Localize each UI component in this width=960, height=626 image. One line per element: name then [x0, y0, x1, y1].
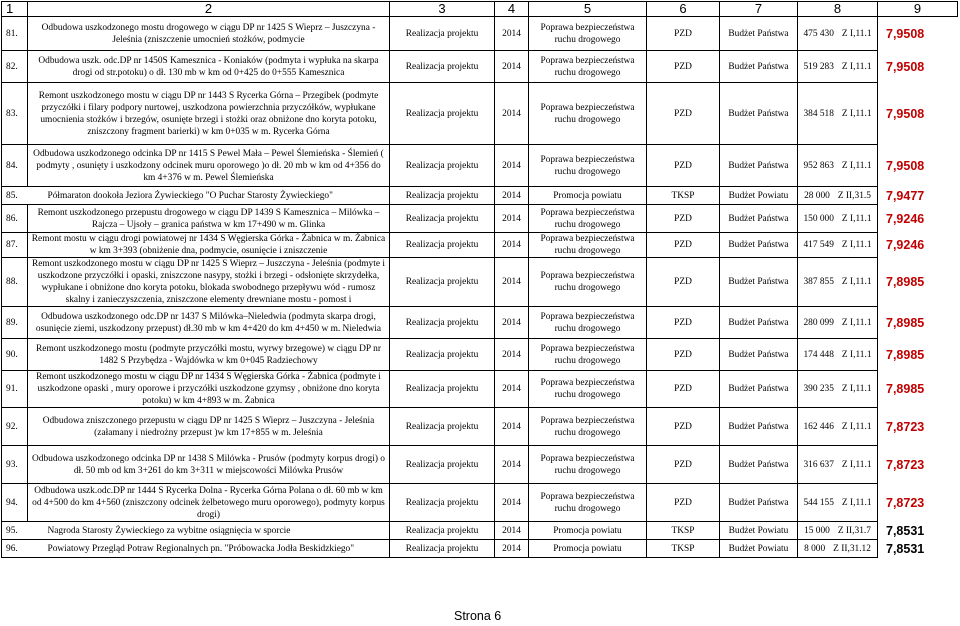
col-header: 7 [720, 2, 798, 17]
col-header: 5 [529, 2, 647, 17]
row-score: 7,8985 [886, 382, 925, 396]
row-score: 7,8531 [886, 523, 925, 538]
row-score: 7,9477 [886, 188, 925, 203]
row-score: 7,8985 [886, 347, 925, 362]
row-amount: 952 863 [803, 160, 834, 171]
row-type: Realizacja projektu [390, 408, 495, 446]
row-organization: PZD [647, 233, 720, 258]
row-code: Z I,11.1 [841, 421, 872, 432]
row-organization: TKSP [647, 540, 720, 558]
table-row [2, 339, 958, 371]
row-number: 85. [2, 187, 28, 205]
row-number: 84. [2, 145, 28, 187]
row-number: 93. [2, 446, 28, 484]
row-type: Realizacja projektu [390, 522, 495, 540]
row-score: 7,9508 [886, 106, 925, 121]
row-funding-source: Budżet Państwa [720, 258, 798, 307]
row-amount: 150 000 [803, 213, 834, 224]
row-score: 7,8723 [886, 457, 925, 472]
row-amount: 390 235 [803, 384, 834, 394]
col-header: 9 [878, 2, 958, 17]
row-number: 94. [2, 484, 28, 522]
row-amount-code [798, 371, 878, 408]
row-code: Z I,11.1 [841, 317, 872, 328]
row-type: Realizacja projektu [390, 258, 495, 307]
row-year: 2014 [495, 339, 529, 371]
row-amount-code [798, 484, 878, 522]
row-goal: Poprawa bezpieczeństwa ruchu drogowego [529, 339, 647, 371]
row-amount-code [798, 522, 878, 540]
row-description: Remont uszkodzonego mostu w ciągu DP nr 1434 S Węgierska Górka - Żabnica (podmyte i uszkodzone opaski , mury oporowe i przyczółki uszkodzone gzymsy , obniżone dno koryta potoku) w km 4+893 w m. Żabnica [28, 371, 390, 408]
table-row [2, 145, 958, 187]
row-goal: Poprawa bezpieczeństwa ruchu drogowego [529, 233, 647, 258]
row-organization: PZD [647, 408, 720, 446]
row-amount-code [798, 258, 878, 307]
row-code: Z I,11.1 [841, 459, 872, 470]
row-year: 2014 [495, 145, 529, 187]
row-number: 90. [2, 339, 28, 371]
row-description: Odbudowa uszkodzonego mostu drogowego w ciągu DP nr 1425 S Wieprz – Juszczyna - Jeleśnia (zniszczenie umocnień stożków, podmycie [28, 17, 390, 51]
row-type: Realizacja projektu [390, 371, 495, 408]
row-organization: PZD [647, 17, 720, 51]
row-score: 7,9508 [886, 26, 925, 41]
row-amount-code [798, 408, 878, 446]
row-organization: PZD [647, 205, 720, 233]
row-type: Realizacja projektu [390, 187, 495, 205]
row-description: Powiatowy Przegląd Potraw Regionalnych pn. "Próbowacka Jodła Beskidzkiego" [28, 540, 390, 558]
row-type: Realizacja projektu [390, 145, 495, 187]
table-row [2, 83, 958, 145]
row-code: Z I,11.1 [841, 61, 872, 72]
table-row [2, 371, 958, 408]
row-code: Z II,31.12 [833, 543, 871, 554]
row-type: Realizacja projektu [390, 339, 495, 371]
col-header: 2 [28, 2, 390, 17]
row-goal: Poprawa bezpieczeństwa ruchu drogowego [529, 17, 647, 51]
table-row [2, 540, 958, 558]
row-amount-code [798, 187, 878, 205]
row-funding-source: Budżet Państwa [720, 307, 798, 339]
row-code: Z I,11.1 [841, 497, 872, 508]
row-amount: 316 637 [803, 459, 834, 470]
row-description: Odbudowa uszk. odc.DP nr 1450S Kamesznica - Koniaków (podmyta i wypłuka na skarpa drogi od str.potoku) o dł. 130 mb w km od 0+425 do 0+555 Kamesznica [28, 51, 390, 83]
row-goal: Promocja powiatu [529, 187, 647, 205]
row-goal: Poprawa bezpieczeństwa ruchu drogowego [529, 83, 647, 145]
row-description: Odbudowa uszkodzonego odcinka DP nr 1415 S Pewel Mała – Pewel Ślemieńska - Ślemień ( podmyty , osunięty i uszkodzony odcinek muru oporowego )o dł. 20 mb w km od 4+356 do km 4+376 w m. Pewel Ślemieńska [28, 145, 390, 187]
row-code: Z I,11.1 [841, 349, 872, 360]
table-row [2, 233, 958, 258]
row-score: 7,9246 [886, 211, 925, 226]
row-amount: 387 855 [803, 277, 834, 287]
row-funding-source: Budżet Powiatu [720, 540, 798, 558]
row-amount-code [798, 51, 878, 83]
row-funding-source: Budżet Państwa [720, 408, 798, 446]
row-type: Realizacja projektu [390, 51, 495, 83]
row-goal: Poprawa bezpieczeństwa ruchu drogowego [529, 408, 647, 446]
row-funding-source: Budżet Państwa [720, 17, 798, 51]
row-code: Z I,11.1 [841, 384, 872, 394]
row-code: Z I,11.1 [841, 108, 872, 119]
row-code: Z II,31.7 [837, 525, 871, 536]
row-number: 88. [2, 258, 28, 307]
header-row [2, 2, 958, 17]
row-score: 7,8531 [886, 541, 925, 556]
row-type: Realizacja projektu [390, 205, 495, 233]
row-year: 2014 [495, 408, 529, 446]
row-amount: 174 448 [803, 349, 834, 360]
row-organization: PZD [647, 484, 720, 522]
row-number: 91. [2, 371, 28, 408]
row-score: 7,8985 [886, 275, 925, 289]
table-row [2, 307, 958, 339]
row-funding-source: Budżet Państwa [720, 484, 798, 522]
row-number: 81. [2, 17, 28, 51]
row-amount-code [798, 339, 878, 371]
row-score: 7,8723 [886, 419, 925, 434]
row-funding-source: Budżet Państwa [720, 51, 798, 83]
table-row [2, 522, 958, 540]
row-number: 89. [2, 307, 28, 339]
row-goal: Promocja powiatu [529, 522, 647, 540]
row-amount-code [798, 446, 878, 484]
row-year: 2014 [495, 205, 529, 233]
row-type: Realizacja projektu [390, 446, 495, 484]
col-header: 3 [390, 2, 495, 17]
row-organization: PZD [647, 258, 720, 307]
row-funding-source: Budżet Państwa [720, 145, 798, 187]
table-row [2, 205, 958, 233]
row-amount-code [798, 83, 878, 145]
row-type: Realizacja projektu [390, 484, 495, 522]
row-organization: PZD [647, 51, 720, 83]
row-year: 2014 [495, 307, 529, 339]
row-amount-code [798, 17, 878, 51]
row-description: Remont uszkodzonego przepustu drogowego w ciągu DP 1439 S Kamesznica – Milówka – Rajcza – Ujsoły – granica państwa w km 17+490 w m. Glinka [28, 205, 390, 233]
row-goal: Poprawa bezpieczeństwa ruchu drogowego [529, 258, 647, 307]
row-description: Odbudowa uszkodzonego odcinka DP nr 1438 S Milówka - Prusów (podmyty korpus drogi) o dł. 50 mb od km 3+261 do km 3+311 w miejscowości Milówka Prusów [28, 446, 390, 484]
row-score: 7,9508 [886, 158, 925, 173]
table-row [2, 258, 958, 307]
row-amount: 28 000 [804, 190, 830, 201]
col-header: 8 [798, 2, 878, 17]
row-amount-code [798, 233, 878, 258]
row-funding-source: Budżet Państwa [720, 446, 798, 484]
row-year: 2014 [495, 233, 529, 258]
row-description: Odbudowa uszkodzonego odc.DP nr 1437 S Milówka–Nieledwia (podmyta skarpa drogi, osunięcie ziemi, uszkodzony przepust) dł.30 mb w km 4+420 do km 4+450 w m. Nieledwia [28, 307, 390, 339]
row-amount: 475 430 [803, 28, 834, 39]
row-score: 7,9508 [886, 59, 925, 74]
row-funding-source: Budżet Państwa [720, 371, 798, 408]
row-goal: Promocja powiatu [529, 540, 647, 558]
row-number: 92. [2, 408, 28, 446]
row-goal: Poprawa bezpieczeństwa ruchu drogowego [529, 446, 647, 484]
row-year: 2014 [495, 446, 529, 484]
row-year: 2014 [495, 17, 529, 51]
row-funding-source: Budżet Powiatu [720, 187, 798, 205]
row-score: 7,9246 [886, 238, 925, 252]
col-header: 1 [2, 2, 28, 17]
row-description: Półmaraton dookoła Jeziora Żywieckiego "O Puchar Starosty Żywieckiego" [28, 187, 390, 205]
table-row [2, 51, 958, 83]
row-number: 95. [2, 522, 28, 540]
row-amount: 280 099 [803, 317, 834, 328]
row-amount-code [798, 205, 878, 233]
row-code: Z I,11.1 [841, 213, 872, 224]
row-amount: 15 000 [804, 525, 830, 536]
row-organization: TKSP [647, 522, 720, 540]
row-description: Remont uszkodzonego mostu (podmyte przyczółki mostu, wyrwy brzegowe) w ciągu DP nr 1482 S Przybędza - Wajdówka w km 0+045 Radziechowy [28, 339, 390, 371]
row-type: Realizacja projektu [390, 307, 495, 339]
col-header: 4 [495, 2, 529, 17]
row-code: Z I,11.1 [841, 28, 872, 39]
row-amount-code [798, 540, 878, 558]
row-year: 2014 [495, 540, 529, 558]
row-funding-source: Budżet Powiatu [720, 522, 798, 540]
row-year: 2014 [495, 371, 529, 408]
row-type: Realizacja projektu [390, 233, 495, 258]
row-organization: PZD [647, 145, 720, 187]
row-type: Realizacja projektu [390, 540, 495, 558]
row-goal: Poprawa bezpieczeństwa ruchu drogowego [529, 205, 647, 233]
row-goal: Poprawa bezpieczeństwa ruchu drogowego [529, 484, 647, 522]
row-number: 82. [2, 51, 28, 83]
row-code: Z I,11.1 [841, 160, 872, 171]
page-number: Strona 6 [454, 609, 502, 623]
row-year: 2014 [495, 522, 529, 540]
row-description: Remont uszkodzonego mostu w ciągu DP nr 1443 S Rycerka Górna – Przegibek (podmyte przyczółki i filary podpory nurtowej, uszkodzona powierzchnia przyczółków, wypłukane umocnienia stożków i brzegów, osunięte brzegi i stożki oraz obniżone dno koryta potoku, zniszczony fragment barierki) w km 0+035 w m. Rycerka Górna [28, 83, 390, 145]
row-year: 2014 [495, 51, 529, 83]
row-funding-source: Budżet Państwa [720, 83, 798, 145]
row-number: 83. [2, 83, 28, 145]
row-organization: PZD [647, 339, 720, 371]
table-row [2, 446, 958, 484]
row-description: Odbudowa uszk.odc.DP nr 1444 S Rycerka Dolna - Rycerka Górna Polana o dł. 60 mb w km od 4+500 do km 4+560 (zniszczony odcinek żelbetowego muru oporowego), podmyty korpus drogi) [28, 484, 390, 522]
table-row [2, 484, 958, 522]
row-organization: TKSP [647, 187, 720, 205]
row-funding-source: Budżet Państwa [720, 205, 798, 233]
row-amount: 8 000 [804, 543, 826, 554]
row-funding-source: Budżet Państwa [720, 339, 798, 371]
row-amount-code [798, 145, 878, 187]
row-amount: 544 155 [803, 497, 834, 508]
row-description: Odbudowa zniszczonego przepustu w ciągu DP nr 1425 S Wieprz – Juszczyna - Jeleśnia (załamany i niedrożny przepust )w km 17+855 w m. Jeleśnia [28, 408, 390, 446]
row-amount: 384 518 [803, 108, 834, 119]
row-number: 96. [2, 540, 28, 558]
row-organization: PZD [647, 371, 720, 408]
table-row [2, 17, 958, 51]
row-code: Z I,11.1 [841, 277, 872, 287]
row-amount: 417 549 [803, 240, 834, 250]
row-amount: 162 446 [803, 421, 834, 432]
row-code: Z I,11.1 [841, 240, 872, 250]
row-description: Remont mostu w ciągu drogi powiatowej nr 1434 S Węgierska Górka - Żabnica w m. Żabnica w km 3+393 (obniżenie dna, podmycie, osunięcie i zniszczenie [28, 233, 390, 258]
row-amount: 519 283 [803, 61, 834, 72]
row-goal: Poprawa bezpieczeństwa ruchu drogowego [529, 371, 647, 408]
row-amount-code [798, 307, 878, 339]
row-description: Remont uszkodzonego mostu w ciągu DP nr 1425 S Wieprz – Juszczyna - Jeleśnia (podmyte i uszkodzone przyczółki i opaski, zniszczone nasypy, stożki i brzegi - odsłonięte skrzydełka, wypłukane i obniżone dno koryta potoku, blokada swobodnego przepływu wód - rumosz skalny i zanieczyszczenia, zniszczone elementy drewniane mostu - pomost i [28, 258, 390, 307]
row-type: Realizacja projektu [390, 17, 495, 51]
col-header: 6 [647, 2, 720, 17]
row-description: Nagroda Starosty Żywieckiego za wybitne osiągnięcia w sporcie [28, 522, 390, 540]
row-score: 7,8985 [886, 315, 925, 330]
table-row [2, 408, 958, 446]
row-organization: PZD [647, 446, 720, 484]
row-year: 2014 [495, 484, 529, 522]
table-row [2, 187, 958, 205]
row-number: 87. [2, 233, 28, 258]
row-organization: PZD [647, 83, 720, 145]
row-year: 2014 [495, 258, 529, 307]
projects-table [1, 1, 958, 558]
row-type: Realizacja projektu [390, 83, 495, 145]
row-year: 2014 [495, 83, 529, 145]
row-organization: PZD [647, 307, 720, 339]
row-funding-source: Budżet Państwa [720, 233, 798, 258]
row-goal: Poprawa bezpieczeństwa ruchu drogowego [529, 307, 647, 339]
row-number: 86. [2, 205, 28, 233]
row-score: 7,8723 [886, 495, 925, 510]
row-goal: Poprawa bezpieczeństwa ruchu drogowego [529, 145, 647, 187]
row-code: Z II,31.5 [837, 190, 871, 201]
row-goal: Poprawa bezpieczeństwa ruchu drogowego [529, 51, 647, 83]
row-year: 2014 [495, 187, 529, 205]
